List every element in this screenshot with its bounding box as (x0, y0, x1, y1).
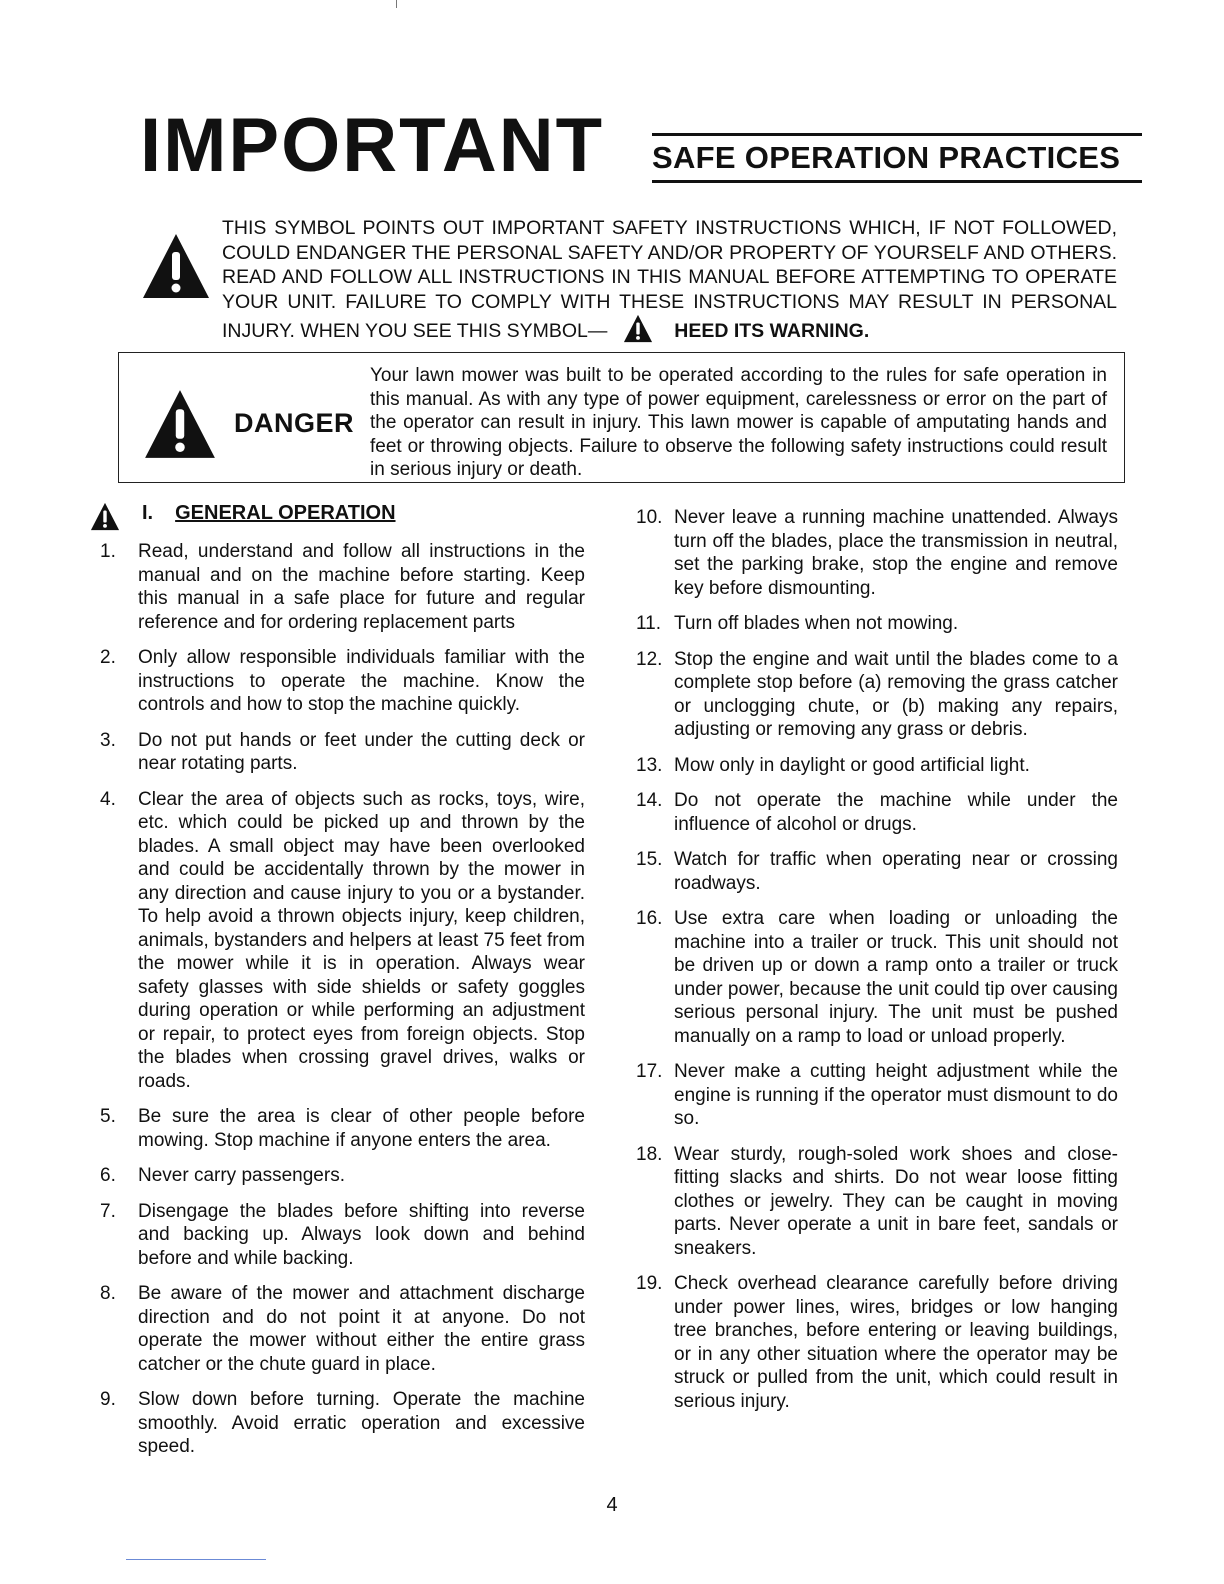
instruction-list-right (636, 506, 1118, 1413)
list-item: 19. Check overhead clearance carefully before driving under power lines, wires, bridges or low hanging tree branches, before entering or leaving buildings, or in any other situation where the operator may be struck or pulled from the unit, which could result in serious injury. (636, 1273, 1118, 1412)
heed-warning-text: HEED ITS WARNING. (674, 320, 870, 342)
list-item: 10. Never leave a running machine unattended. Always turn off the blades, place the transmission in neutral, set the parking brake, stop the engine and remove key before dismounting. (636, 507, 1118, 599)
subtitle-rule-bottom (652, 180, 1142, 183)
list-item: 1. Read, understand and follow all instructions in the manual and on the machine before starting. Keep this manual in a safe place for future and regular reference and for ordering replacement parts (100, 541, 585, 633)
subtitle-rule-top (652, 133, 1142, 136)
list-item: 17. Never make a cutting height adjustment while the engine is running if the operator must dismount to do so. (636, 1061, 1118, 1129)
left-column (100, 540, 585, 1471)
list-item: 3. Do not put hands or feet under the cutting deck or near rotating parts. (100, 729, 585, 774)
list-item: 13. Mow only in daylight or good artificial light. (636, 754, 1030, 776)
list-item: 18. Wear sturdy, rough-soled work shoes and close-fitting slacks and shirts. Do not wear loose fitting clothes or jewelry. They can be caught in moving parts. Never operate a unit in bare feet, sandals or sneakers. (636, 1143, 1118, 1259)
list-item: 11. Turn off blades when not mowing. (636, 613, 959, 634)
section-heading (142, 502, 396, 525)
right-column (636, 506, 1118, 1425)
list-item: 8. Be aware of the mower and attachment discharge direction and do not point it at anyone. Do not operate the mower without either the entire grass catcher or the chute guard in place. (100, 1283, 585, 1375)
list-item: 12. Stop the engine and wait until the blades come to a complete stop before (a) removing the grass catcher or unclogging chute, or (b) making any repairs, adjusting or removing any grass or debris. (636, 648, 1118, 740)
warning-triangle-icon (141, 232, 211, 305)
scan-artifact-line (126, 1559, 266, 1560)
intro-safety-notice (222, 216, 1117, 350)
list-item: 15. Watch for traffic when operating near or crossing roadways. (636, 849, 1118, 894)
list-item: 5. Be sure the area is clear of other people before mowing. Stop machine if anyone enters the area. (100, 1106, 585, 1151)
list-item: 6. Never carry passengers. (100, 1165, 345, 1186)
intro-text: THIS SYMBOL POINTS OUT IMPORTANT SAFETY INSTRUCTIONS WHICH, IF NOT FOLLOWED, COULD ENDANGER THE PERSONAL SAFETY AND/OR PROPERTY OF YOURSELF AND OTHERS. READ AND FOLLOW ALL INSTRUCTIONS IN THIS MANUAL BEFORE ATTEMPTING TO OPERATE YOUR UNIT. FAILURE TO COMPLY WITH THESE INSTRUCTIONS MAY RESULT IN PERSONAL INJURY. WHEN YOU SEE THIS SYMBOL— (222, 217, 1117, 342)
list-item: 7. Disengage the blades before shifting into reverse and backing up. Always look down and behind before and while backing. (100, 1200, 585, 1269)
list-item: 2. Only allow responsible individuals familiar with the instructions to operate the machine. Know the controls and how to stop the machine quickly. (100, 647, 585, 715)
section-title: GENERAL OPERATION (175, 502, 396, 524)
danger-label: DANGER (234, 408, 355, 438)
warning-triangle-icon (623, 314, 653, 350)
danger-text: Your lawn mower was built to be operated according to the rules for safe operation in this manual. As with any type of power equipment, carelessness or error on the part of the operator can result in injury. This lawn mower is capable of amputating hands and feet or throwing objects. Failure to observe the following safety instructions could result in serious injury or death. (370, 365, 1107, 480)
page-number: 4 (606, 1494, 618, 1516)
list-item: 9. Slow down before turning. Operate the machine smoothly. Avoid erratic operation and excessive speed. (100, 1389, 585, 1457)
instruction-list-left (100, 540, 585, 1459)
list-item: 14. Do not operate the machine while under the influence of alcohol or drugs. (636, 790, 1118, 835)
list-item: 4. Clear the area of objects such as rocks, toys, wire, etc. which could be picked up and thrown by the blades. A small object may have been overlooked and could be accidentally thrown by the mower in any direction and cause injury to you or a bystander. To help avoid a thrown objects injury, keep children, animals, bystanders and helpers at least 75 feet from the mower while it is in operation. Always wear safety glasses with side shields or safety goggles during operation or while performing an adjustment or repair, to protect eyes from foreign objects. Stop the blades when crossing gravel drives, walks or roads. (100, 788, 585, 1092)
page-title: IMPORTANT (140, 103, 605, 188)
section-numeral: I. (142, 502, 154, 524)
list-item: 16. Use extra care when loading or unloading the machine into a trailer or truck. This unit should not be driven up or down a ramp onto a trailer or truck under power, because the unit could tip over causing serious personal injury. The unit must be pushed manually on a ramp to load or unload properly. (636, 908, 1118, 1047)
warning-triangle-icon (143, 388, 217, 465)
scan-tick-mark (396, 0, 397, 8)
warning-triangle-icon (90, 502, 120, 536)
page-subtitle: SAFE OPERATION PRACTICES (652, 140, 1121, 175)
